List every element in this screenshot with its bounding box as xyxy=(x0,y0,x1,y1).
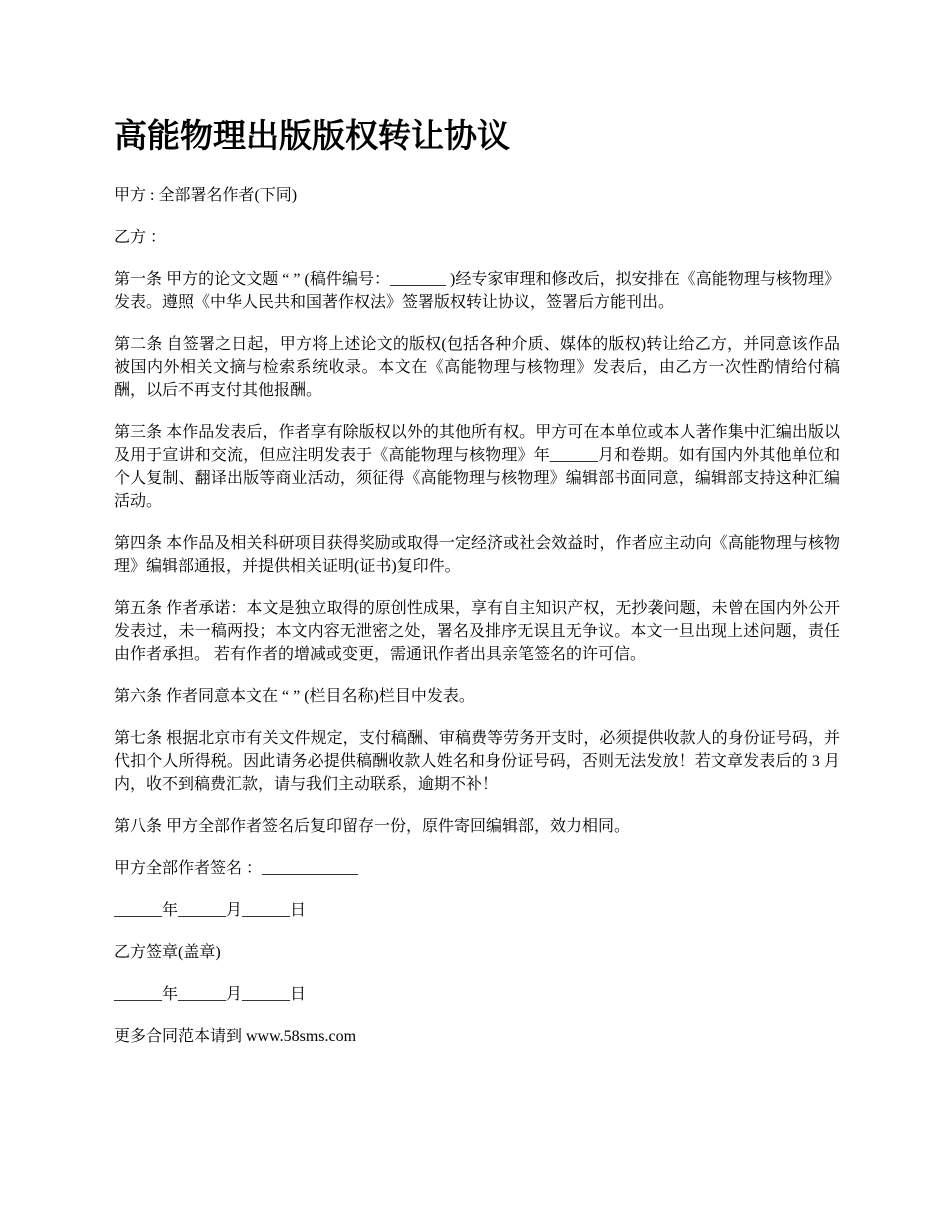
party-b-line: 乙方 ： xyxy=(114,229,167,246)
document-page xyxy=(114,112,840,1067)
article-1: 第一条 甲方的论文文题 “ ” (稿件编号：_______ )经专家审理和修改后，拟安排在《高能物理与核物理》发表。遵照《中华人民共和国著作权法》签署版权转让协议，签署后方能刊出。 xyxy=(114,271,840,311)
party-a-date-line: ______年______月______日 xyxy=(114,902,307,919)
footer-link-text: 更多合同范本请到 www.58sms.com xyxy=(114,1028,357,1045)
article-3: 第三条 本作品发表后，作者享有除版权以外的其他所有权。甲方可在本单位或本人著作集中汇编出版以及用于宣讲和交流，但应注明发表于《高能物理与核物理》年______月和卷期。如有国内外其他单位和个人复制、翻译出版等商业活动，须征得《高能物理与核物理》编辑部书面同意，编辑部支持这种汇编活动。 xyxy=(114,424,840,510)
party-a-line: 甲方 : 全部署名作者(下同) xyxy=(114,187,298,204)
article-5: 第五条 作者承诺：本文是独立取得的原创性成果，享有自主知识产权，无抄袭问题，未曾在国内外公开发表过，未一稿两投；本文内容无泄密之处，署名及排序无误且无争议。本文一旦出现上述问题，责任由作者承担。 若有作者的增减或变更，需通讯作者出具亲笔签名的许可信。 xyxy=(114,600,840,663)
party-b-seal-line: 乙方签章(盖章) xyxy=(114,944,221,961)
party-b-date-line: ______年______月______日 xyxy=(114,986,307,1003)
article-6: 第六条 作者同意本文在 “ ” (栏目名称)栏目中发表。 xyxy=(114,688,475,705)
article-7: 第七条 根据北京市有关文件规定，支付稿酬、审稿费等劳务开支时，必须提供收款人的身份证号码，并代扣个人所得税。因此请务必提供稿酬收款人姓名和身份证号码，否则无法发放！若文章发表后的 3 月内，收不到稿费汇款，请与我们主动联系，逾期不补！ xyxy=(114,730,840,793)
article-2: 第二条 自签署之日起，甲方将上述论文的版权(包括各种介质、媒体的版权)转让给乙方，并同意该作品被国内外相关文摘与检索系统收录。本文在《高能物理与核物理》发表后，由乙方一次性酌情给付稿酬，以后不再支付其他报酬。 xyxy=(114,336,840,399)
party-a-signature-line: 甲方全部作者签名 ：____________ xyxy=(114,860,359,877)
document-title: 高能物理出版版权转让协议 xyxy=(114,116,510,155)
article-4: 第四条 本作品及相关科研项目获得奖励或取得一定经济或社会效益时，作者应主动向《高能物理与核物理》编辑部通报，并提供相关证明(证书)复印件。 xyxy=(114,535,840,575)
article-8: 第八条 甲方全部作者签名后复印留存一份，原件寄回编辑部，效力相同。 xyxy=(114,818,631,835)
